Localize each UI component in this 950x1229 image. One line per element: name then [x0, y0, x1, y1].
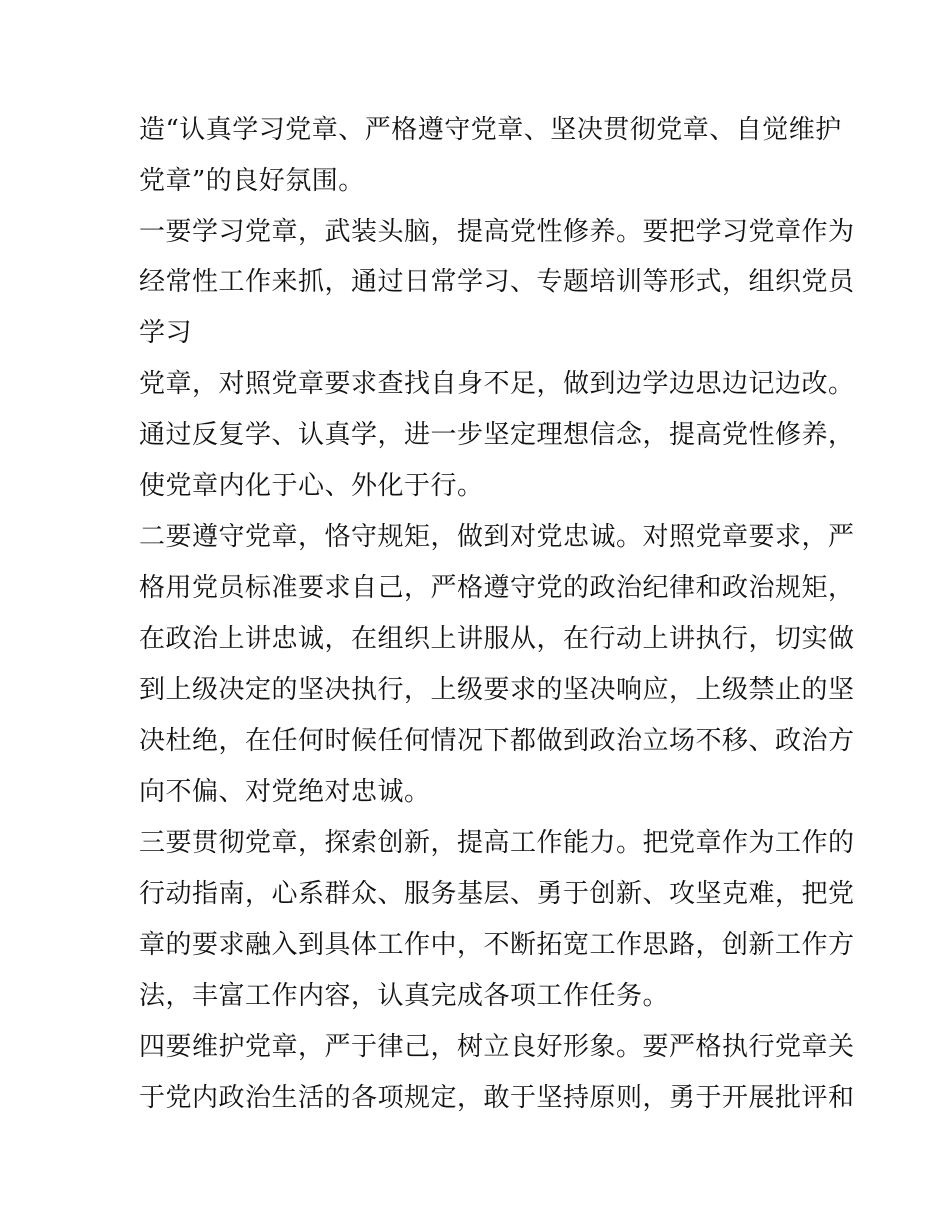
text-line: 经常性工作来抓，通过日常学习、专题培训等形式，组织党员	[139, 267, 855, 297]
paragraph-3-start: 三要贯彻党章，探索创新，提高工作能力。把党章作为工作的	[139, 828, 855, 858]
text-line: 决杜绝，在任何时候任何情况下都做到政治立场不移、政治方	[139, 726, 855, 756]
text-line: 党章，对照党章要求查找自身不足，做到边学边思边记边改。	[139, 369, 855, 399]
text-line: 章的要求融入到具体工作中，不断拓宽工作思路，创新工作方	[139, 930, 855, 960]
text-line: 到上级决定的坚决执行，上级要求的坚决响应，上级禁止的坚	[139, 675, 855, 705]
text-line: 法，丰富工作内容，认真完成各项工作任务。	[139, 981, 670, 1011]
paragraph-2-start: 二要遵守党章，恪守规矩，做到对党忠诚。对照党章要求，严	[139, 522, 855, 552]
text-line: 使党章内化于心、外化于行。	[139, 471, 484, 501]
text-line: 造“认真学习党章、严格遵守党章、坚决贯彻党章、自觉维护	[139, 115, 842, 145]
text-line: 向不偏、对党绝对忠诚。	[139, 777, 431, 807]
text-line: 格用党员标准要求自己，严格遵守党的政治纪律和政治规矩，	[139, 573, 855, 603]
paragraph-4-start: 四要维护党章，严于律己，树立良好形象。要严格执行党章关	[139, 1032, 855, 1062]
text-line: 在政治上讲忠诚，在组织上讲服从，在行动上讲执行，切实做	[139, 624, 855, 654]
paragraph-1-start: 一要学习党章，武装头脑，提高党性修养。要把学习党章作为	[139, 217, 855, 247]
text-line: 行动指南，心系群众、服务基层、勇于创新、攻坚克难，把党	[139, 879, 855, 909]
text-line: 学习	[139, 318, 193, 348]
text-line: 党章”的良好氛围。	[139, 166, 365, 196]
text-line: 通过反复学、认真学，进一步坚定理想信念，提高党性修养，	[139, 420, 855, 450]
text-line: 于党内政治生活的各项规定，敢于坚持原则，勇于开展批评和	[139, 1083, 855, 1113]
